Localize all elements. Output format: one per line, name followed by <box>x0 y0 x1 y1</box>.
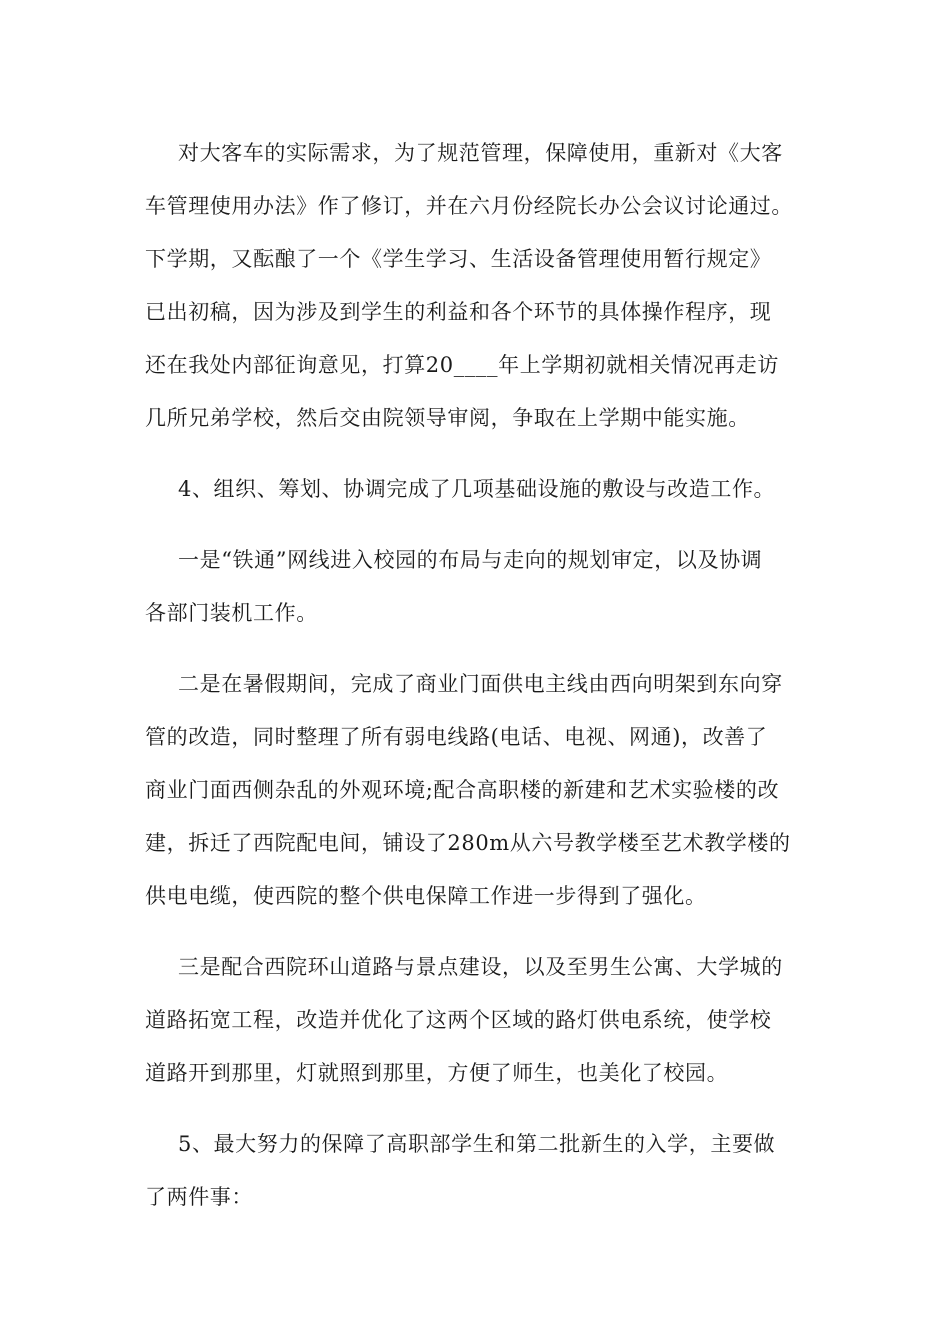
paragraph-line: 管的改造，同时整理了所有弱电线路(电话、电视、网通)，改善了 <box>145 725 768 749</box>
paragraph-line: 5、最大努力的保障了高职部学生和第二批新生的入学，主要做 <box>178 1132 776 1156</box>
paragraph-line: 三是配合西院环山道路与景点建设，以及至男生公寓、大学城的 <box>178 955 783 979</box>
paragraph-line: 几所兄弟学校，然后交由院领导审阅，争取在上学期中能实施。 <box>145 406 750 430</box>
paragraph-line: 4、组织、筹划、协调完成了几项基础设施的敷设与改造工作。 <box>178 477 776 501</box>
paragraph-line: 一是“铁通”网线进入校园的布局与走向的规划审定，以及协调 <box>178 548 763 572</box>
paragraph-line: 各部门装机工作。 <box>145 601 318 625</box>
paragraph-line: 对大客车的实际需求，为了规范管理，保障使用，重新对《大客 <box>178 141 783 165</box>
paragraph-line: 二是在暑假期间，完成了商业门面供电主线由西向明架到东向穿 <box>178 672 783 696</box>
paragraph-line: 建，拆迁了西院配电间，铺设了280m从六号教学楼至艺术教学楼的 <box>145 831 791 855</box>
paragraph-line: 道路开到那里，灯就照到那里，方便了师生，也美化了校园。 <box>145 1061 729 1085</box>
paragraph-line: 下学期，又酝酿了一个《学生学习、生活设备管理使用暂行规定》 <box>145 247 772 271</box>
paragraph-line: 道路拓宽工程，改造并优化了这两个区域的路灯供电系统，使学校 <box>145 1008 772 1032</box>
paragraph-line: 已出初稿，因为涉及到学生的利益和各个环节的具体操作程序，现 <box>145 300 772 324</box>
paragraph-line: 了两件事： <box>145 1185 253 1209</box>
paragraph-line: 供电电缆，使西院的整个供电保障工作进一步得到了强化。 <box>145 884 707 908</box>
paragraph-line: 商业门面西侧杂乱的外观环境;配合高职楼的新建和艺术实验楼的改 <box>145 778 780 802</box>
paragraph-line: 还在我处内部征询意见，打算20____年上学期初就相关情况再走访 <box>145 353 779 377</box>
paragraph-line: 车管理使用办法》作了修订，并在六月份经院长办公会议讨论通过。 <box>145 194 793 218</box>
